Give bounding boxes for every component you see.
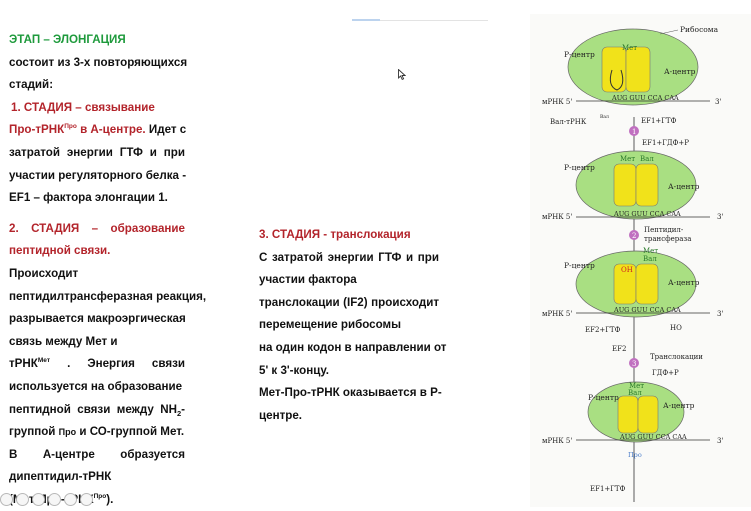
stage2-l11b: ). <box>106 492 114 506</box>
label-3-end: 3' <box>717 213 724 221</box>
label-step-3: 3 <box>632 360 637 368</box>
a-site-trna <box>636 164 658 206</box>
label-met: Мет <box>629 382 645 390</box>
label-gdp-p: ГДФ+Р <box>652 369 679 377</box>
stage3-line-7: Мет-Про-тРНК оказывается в Р- <box>259 386 442 400</box>
stage2-l8b: и СО-группой Мет. <box>76 425 185 439</box>
stage2-line-6: используется на образование <box>9 379 183 393</box>
label-p-center: Р-центр <box>564 50 595 59</box>
stage1-line-1 <box>9 119 185 142</box>
stage3-heading: 3. СТАДИЯ - транслокация <box>259 228 411 241</box>
label-ef2-gtp: EF2+ГТФ <box>585 326 621 334</box>
stage2-l8a: группой <box>9 425 59 439</box>
label-codons: AUG GUU CCA CAA <box>614 210 681 218</box>
label-codons: AUG GUU CCA CAA <box>620 433 687 441</box>
stage3-line-6: 5' к 3'-концу. <box>259 363 330 377</box>
label-ef2: EF2 <box>612 345 627 353</box>
label-codons: AUG GUU CCA CAA <box>614 306 681 314</box>
intro-line-1: состоит из 3-х повторяющихся <box>9 55 188 69</box>
label-ribosome: Рибосома <box>680 25 719 34</box>
top-border-accent <box>352 19 380 21</box>
label-ef1-gtp: EF1+ГТФ <box>641 117 677 125</box>
label-p-center: Р-центр <box>564 163 595 172</box>
label-ef1-gdp: EF1+ГДФ+P <box>642 139 689 147</box>
left-text-column <box>9 29 207 511</box>
label-p-center: Р-центр <box>588 393 619 402</box>
diagram-panel-1 <box>542 25 721 106</box>
intro-line-2: стадий: <box>9 78 54 92</box>
stage2-line-8 <box>9 421 185 444</box>
diagram-panel-3 <box>542 247 723 318</box>
toolbar-next-icon[interactable] <box>16 493 29 506</box>
label-val-trna: Вал-тРНК <box>550 118 587 126</box>
stage2-l8pro: Про <box>58 427 77 438</box>
stage1-text: Идет с <box>148 123 187 137</box>
stage2-l7b: - <box>181 402 185 416</box>
label-val: Вал <box>640 155 654 163</box>
stage3-line-4: перемещение рибосомы <box>259 318 402 332</box>
diagram-step-2 <box>629 226 691 243</box>
ribosome-pointer <box>660 30 678 34</box>
stage2-l7a: пептидной связи между NH <box>9 402 177 416</box>
label-a-center: А-центр <box>668 182 700 191</box>
label-transferase: трансфераза <box>644 235 692 243</box>
stage1-line-2: затратой энергии ГТФ и при <box>9 145 185 159</box>
label-peptidyl: Пептидил- <box>644 226 684 234</box>
label-mrna: мРНК 5' <box>542 98 573 106</box>
diagram-step-1 <box>550 114 689 147</box>
label-p-center: Р-центр <box>564 261 595 270</box>
mouse-cursor-icon <box>398 69 406 80</box>
stage2-line-7 <box>9 399 185 422</box>
label-ho: HO <box>670 324 682 332</box>
a-site-trna <box>636 264 658 304</box>
label-codons: AUG GUU CCA CAA <box>612 94 679 102</box>
stage2-line-10: дипептидил-тРНК <box>9 470 112 484</box>
stage3-line-2: участии фактора <box>259 273 357 287</box>
label-met: Мет <box>643 247 659 255</box>
label-mrna: мРНК 5' <box>542 310 573 318</box>
middle-text-column <box>259 224 447 427</box>
label-3-end: 3' <box>717 310 724 318</box>
label-val-sup: Вал <box>600 115 609 120</box>
label-ef1-gtp-bottom: EF1+ГТФ <box>590 485 626 493</box>
label-met: Мет <box>620 155 636 163</box>
stage1-line-4: EF1 – фактора элонгации 1. <box>9 191 168 205</box>
diagram-step-3 <box>585 324 703 377</box>
stage3-line-3: транслокации (IF2) происходит <box>259 295 439 309</box>
label-3-end: 3' <box>715 98 722 106</box>
toolbar-prev-icon[interactable] <box>0 493 13 506</box>
stage3-line-1: С затратой энергии ГТФ и при <box>259 250 439 264</box>
label-3-end: 3' <box>717 437 724 445</box>
diagram-panel-4 <box>542 382 723 493</box>
stage2-l7sub: 2 <box>176 408 182 418</box>
slide-toolbar[interactable] <box>0 493 93 507</box>
toolbar-menu-icon[interactable] <box>48 493 61 506</box>
stage2-line-5 <box>9 353 185 376</box>
label-a-center: А-центр <box>663 401 695 410</box>
label-pro: Про <box>628 451 642 459</box>
stage2-line-1: Происходит <box>9 266 79 280</box>
stage1-red-text-b: в А-центре. <box>76 123 146 137</box>
p-site-trna <box>618 396 638 433</box>
stage2-line-2: пептидилтрансферазная реакция, <box>9 289 207 303</box>
a-site-trna <box>626 47 650 92</box>
toolbar-pen-icon[interactable] <box>32 493 45 506</box>
stage2-line-9: В А-центре образуется <box>9 447 185 461</box>
label-translocation: Транслокации <box>650 353 703 361</box>
top-border-line <box>352 20 488 21</box>
p-site-trna <box>602 47 626 92</box>
stage2-line-4: связь между Мет и <box>9 334 118 348</box>
stage2-heading-2: пептидной связи. <box>9 244 111 258</box>
label-mrna: мРНК 5' <box>542 213 573 221</box>
label-a-center: А-центр <box>664 67 696 76</box>
a-site-trna <box>638 396 658 433</box>
elongation-diagram <box>530 14 751 507</box>
label-val: Вал <box>628 389 642 397</box>
toolbar-options-icon[interactable] <box>80 493 93 506</box>
stage2-l5sup: Мет <box>37 357 51 365</box>
stage1-red-sup: Про <box>64 123 77 131</box>
stage1-red-text: Про-тРНК <box>9 123 65 137</box>
label-a-center: А-центр <box>668 278 700 287</box>
stage2-l11sup: Про <box>93 492 107 500</box>
label-step-2: 2 <box>632 232 637 240</box>
label-mrna: мРНК 5' <box>542 437 573 445</box>
p-site-trna <box>614 164 636 206</box>
stage2-line-3: разрывается макроэргическая <box>9 312 186 326</box>
stage1-line-3: участии регуляторного белка - <box>9 168 187 182</box>
label-oh: OH <box>621 266 633 274</box>
stage1-heading: 1. СТАДИЯ – связывание <box>11 100 155 114</box>
label-val: Вал <box>643 255 657 263</box>
stage2-l5a: тРНК <box>9 357 38 371</box>
label-met: Мет <box>622 44 638 52</box>
stage-title: ЭТАП – ЭЛОНГАЦИЯ <box>9 33 126 46</box>
toolbar-zoom-icon[interactable] <box>64 493 77 506</box>
spacer <box>9 210 185 218</box>
stage3-line-5: на один кодон в направлении от <box>259 340 447 354</box>
label-step-1: 1 <box>632 128 637 136</box>
stage3-line-8: центре. <box>259 408 303 422</box>
stage2-l5b: . Энергия связи <box>67 357 185 371</box>
stage2-heading-1: 2. СТАДИЯ – образование <box>9 221 185 235</box>
diagram-panel-2 <box>542 151 723 221</box>
